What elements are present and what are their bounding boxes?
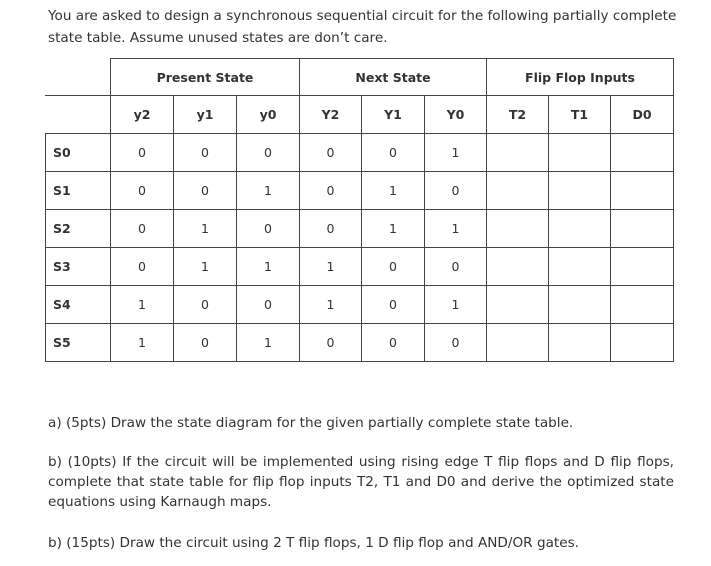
cell-y0: 0 xyxy=(237,134,300,172)
corner-cell xyxy=(46,96,111,134)
table-body xyxy=(46,134,674,362)
cell-Y1: 0 xyxy=(362,286,425,324)
cell-T1 xyxy=(549,286,611,324)
col-header-Y2: Y2 xyxy=(300,96,362,134)
cell-T1 xyxy=(549,248,611,286)
cell-Y0: 0 xyxy=(425,172,487,210)
group-next-state: Next State xyxy=(300,59,487,96)
cell-Y0: 1 xyxy=(425,134,487,172)
cell-y2: 0 xyxy=(111,248,174,286)
cell-y2: 1 xyxy=(111,286,174,324)
cell-y0: 1 xyxy=(237,172,300,210)
col-header-T1: T1 xyxy=(549,96,611,134)
col-header-T2: T2 xyxy=(487,96,549,134)
cell-y2: 0 xyxy=(111,210,174,248)
cell-Y0: 1 xyxy=(425,286,487,324)
cell-D0 xyxy=(611,248,674,286)
cell-Y1: 0 xyxy=(362,248,425,286)
cell-Y2: 0 xyxy=(300,324,362,362)
cell-D0 xyxy=(611,286,674,324)
cell-T1 xyxy=(549,324,611,362)
group-flip-flop-inputs: Flip Flop Inputs xyxy=(487,59,674,96)
state-label: S5 xyxy=(46,324,111,362)
state-label: S4 xyxy=(46,286,111,324)
cell-T2 xyxy=(487,172,549,210)
cell-y0: 1 xyxy=(237,248,300,286)
cell-T1 xyxy=(549,210,611,248)
cell-T2 xyxy=(487,286,549,324)
cell-y1: 0 xyxy=(174,134,237,172)
cell-y0: 0 xyxy=(237,210,300,248)
col-header-Y1: Y1 xyxy=(362,96,425,134)
col-header-D0: D0 xyxy=(611,96,674,134)
cell-y1: 1 xyxy=(174,210,237,248)
cell-y2: 0 xyxy=(111,134,174,172)
cell-D0 xyxy=(611,324,674,362)
cell-T1 xyxy=(549,134,611,172)
cell-T2 xyxy=(487,324,549,362)
state-label: S2 xyxy=(46,210,111,248)
intro-text: You are asked to design a synchronous sequential circuit for the following partially complete state table. Assume unused states are don’t care. xyxy=(48,8,677,46)
state-label: S1 xyxy=(46,172,111,210)
cell-y0: 0 xyxy=(237,286,300,324)
col-header-y1: y1 xyxy=(174,96,237,134)
cell-T2 xyxy=(487,134,549,172)
cell-D0 xyxy=(611,172,674,210)
cell-D0 xyxy=(611,134,674,172)
cell-Y0: 0 xyxy=(425,324,487,362)
cell-Y2: 0 xyxy=(300,134,362,172)
cell-T1 xyxy=(549,172,611,210)
table-row xyxy=(46,286,674,324)
state-label: S3 xyxy=(46,248,111,286)
col-header-y2: y2 xyxy=(111,96,174,134)
cell-Y2: 1 xyxy=(300,286,362,324)
cell-y0: 1 xyxy=(237,324,300,362)
cell-y2: 1 xyxy=(111,324,174,362)
table-row xyxy=(46,210,674,248)
col-header-y0: y0 xyxy=(237,96,300,134)
cell-Y2: 0 xyxy=(300,210,362,248)
question-a: a) (5pts) Draw the state diagram for the given partially complete state table. xyxy=(48,415,574,431)
col-header-Y0: Y0 xyxy=(425,96,487,134)
cell-y1: 1 xyxy=(174,248,237,286)
cell-Y1: 0 xyxy=(362,134,425,172)
question-b-part1: b) (10pts) If the circuit will be implemented using rising edge T flip flops and D flip flops, complete that state table for flip flop inputs T2, T1 and D0 and derive the optimized state equations using Karnaugh maps. xyxy=(48,454,674,510)
cell-Y1: 1 xyxy=(362,210,425,248)
cell-T2 xyxy=(487,248,549,286)
cell-y1: 0 xyxy=(174,286,237,324)
cell-y2: 0 xyxy=(111,172,174,210)
state-table xyxy=(45,58,674,362)
group-present-state: Present State xyxy=(111,59,300,96)
table-row xyxy=(46,134,674,172)
cell-Y0: 0 xyxy=(425,248,487,286)
table-row xyxy=(46,172,674,210)
cell-y1: 0 xyxy=(174,324,237,362)
table-row xyxy=(46,324,674,362)
cell-Y1: 0 xyxy=(362,324,425,362)
cell-T2 xyxy=(487,210,549,248)
table-row xyxy=(46,248,674,286)
question-b-part2: b) (15pts) Draw the circuit using 2 T flip flops, 1 D flip flop and AND/OR gates. xyxy=(48,535,579,551)
cell-Y2: 0 xyxy=(300,172,362,210)
cell-D0 xyxy=(611,210,674,248)
corner-cell xyxy=(46,59,111,96)
cell-Y2: 1 xyxy=(300,248,362,286)
cell-Y0: 1 xyxy=(425,210,487,248)
state-label: S0 xyxy=(46,134,111,172)
cell-y1: 0 xyxy=(174,172,237,210)
cell-Y1: 1 xyxy=(362,172,425,210)
